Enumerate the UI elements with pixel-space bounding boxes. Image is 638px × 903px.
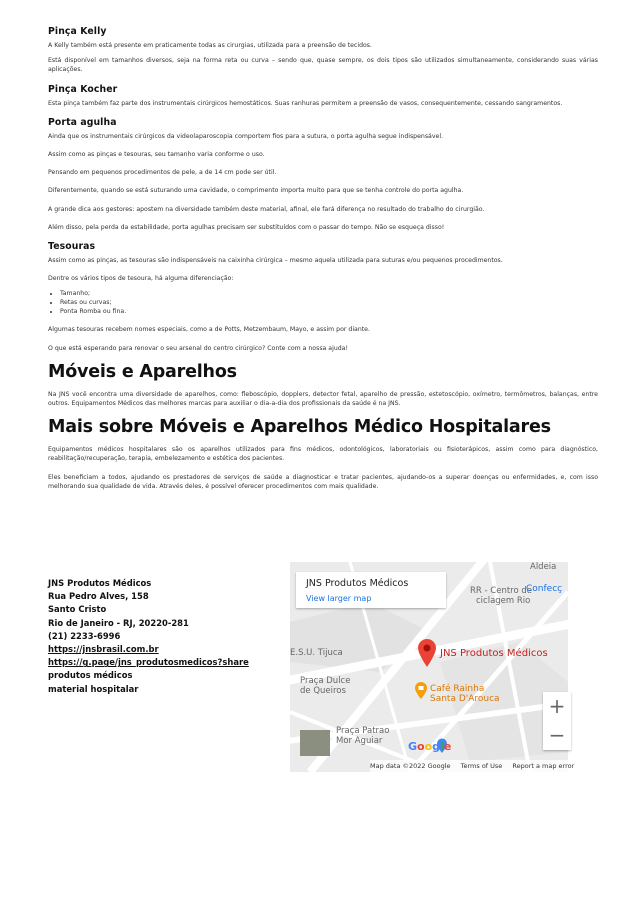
map-label-confec: Confecç xyxy=(526,584,563,594)
heading-moveis-aparelhos: Móveis e Aparelhos xyxy=(48,361,237,382)
map-info-card xyxy=(296,572,446,608)
google-map[interactable] xyxy=(290,562,575,772)
address-street: Rua Pedro Alves, 158 xyxy=(48,591,149,602)
map-label-aldeia: Aldeia xyxy=(530,562,557,572)
paragraph: Assim como as pinças e tesouras, seu tamanho varia conforme o uso. xyxy=(48,151,265,159)
heading-pinca-kelly: Pinça Kelly xyxy=(48,26,107,37)
paragraph: Equipamentos médicos hospitalares são os aparelhos utilizados para fins médicos, odontológicos, laboratoriais ou fisioterápicos, assim como para diagnóstico, reabilitação/recuperação, terapia, embelezamento e estética dos pacientes. xyxy=(48,446,598,463)
paragraph: A Kelly também está presente em praticamente todas as cirurgias, utilizada para a preensão de tecidos. xyxy=(48,42,372,49)
google-logo: Google xyxy=(408,740,452,753)
map-label-praca-2: de Queiros xyxy=(300,686,346,696)
map-label-cafe: Café Rainha xyxy=(430,684,485,694)
view-larger-map-link[interactable]: View larger map xyxy=(306,594,372,603)
address-district: Santo Cristo xyxy=(48,604,107,615)
cafe-pin-icon xyxy=(414,682,428,700)
heading-mais-sobre: Mais sobre Móveis e Aparelhos Médico Hospitalares xyxy=(48,417,551,438)
paragraph: Diferentemente, quando se está suturando uma cavidade, o comprimento importa muito para que se tenha controle do porta agulha. xyxy=(48,187,464,195)
report-map-error-link[interactable]: Report a map error xyxy=(512,762,575,770)
contact-block xyxy=(48,577,278,696)
gpage-link[interactable]: https://g.page/jns_produtosmedicos?share xyxy=(48,657,249,668)
paragraph: A grande dica aos gestores: apostem na diversidade também deste material, afinal, ele fará diferença no resultado do trabalho do cirurgião. xyxy=(48,205,485,213)
paragraph: Eles beneficiam a todos, ajudando os prestadores de serviços de saúde a diagnosticar e tratar pacientes, ajudando-os a superar doenças ou enfermidades, e, com isso melhorando sua qualidade de vida. Através deles, é possível oferecer procedimentos com mais qualidade. xyxy=(48,473,598,490)
address-city: Rio de Janeiro - RJ, 20220-281 xyxy=(48,617,189,628)
map-data-attribution: Map data ©2022 Google xyxy=(370,762,451,770)
phone: (21) 2233-6996 xyxy=(48,630,121,641)
tag-produtos-medicos: produtos médicos xyxy=(48,670,133,681)
list-item: • Tamanho; xyxy=(60,289,598,298)
map-label-praca: Praça Dulce xyxy=(300,676,351,686)
list-item: • Retas ou curvas; xyxy=(60,298,598,307)
paragraph: Está disponível em tamanhos diversos, seja na forma reta ou curva – sendo que, quase sempre, os dois tipos são utilizados simultaneamente, considerando suas várias aplicações. xyxy=(48,57,598,74)
heading-pinca-kocher: Pinça Kocher xyxy=(48,83,118,95)
paragraph: Pensando em pequenos procedimentos de pele, a de 14 cm pode ser útil. xyxy=(48,169,277,177)
paragraph: Ainda que os instrumentais cirúrgicos da videolaparoscopia comportem fios para a sutura, o porta agulha segue indispensável. xyxy=(48,132,444,140)
map-label-patrao: Praça Patrao xyxy=(336,726,390,736)
article-body xyxy=(48,26,598,500)
zoom-out-button[interactable]: − xyxy=(548,723,566,747)
map-label-centro-2: ciclagem Rio xyxy=(476,596,531,606)
map-card-name: JNS Produtos Médicos xyxy=(306,578,409,589)
company-name: JNS Produtos Médicos xyxy=(48,578,152,588)
heading-tesouras: Tesouras xyxy=(48,241,96,253)
map-label-centro: RR - Centro de xyxy=(470,586,533,596)
map-pin-label: JNS Produtos Médicos xyxy=(440,648,548,659)
map-label-patrao-2: Mor Aguiar xyxy=(336,736,383,746)
paragraph: Assim como as pinças, as tesouras são indispensáveis na caixinha cirúrgica – mesmo aquela utilizada para suturas e/ou pequenos procedimentos. xyxy=(48,257,503,265)
tesoura-types-list xyxy=(48,289,598,316)
zoom-in-button[interactable]: + xyxy=(548,694,566,718)
map-label-cafe-2: Santa D'Arouca xyxy=(430,694,500,704)
paragraph: Algumas tesouras recebem nomes especiais, como a de Potts, Metzembaum, Mayo, e assim por diante. xyxy=(48,326,370,334)
location-pin-icon[interactable] xyxy=(416,638,438,668)
map-label-esu: E.S.U. Tijuca xyxy=(290,648,343,658)
map-attribution-bar xyxy=(370,760,575,772)
list-item: • Ponta Romba ou fina. xyxy=(60,307,598,316)
terms-of-use-link[interactable]: Terms of Use xyxy=(460,762,503,770)
website-link[interactable]: https://jnsbrasil.com.br xyxy=(48,644,159,655)
zoom-control xyxy=(543,692,571,750)
paragraph: Dentre os vários tipos de tesoura, há alguma diferenciação: xyxy=(48,275,234,283)
paragraph: Na JNS você encontra uma diversidade de aparelhos, como: fleboscópio, dopplers, detector fetal, aparelho de pressão, estetoscópio, oxímetro, termômetros, balanças, entre outros. Equipamentos Médicos das melhores marcas para auxiliar o dia-a-dia dos profissionais da saúde é na JNS. xyxy=(48,390,598,408)
heading-porta-agulha: Porta agulha xyxy=(48,116,117,128)
paragraph: O que está esperando para renovar o seu arsenal do centro cirúrgico? Conte com a nossa ajuda! xyxy=(48,344,348,352)
paragraph: Além disso, pela perda da estabilidade, porta agulhas precisam ser substituídos com o passar do tempo. Não se esqueça disso! xyxy=(48,223,445,231)
tag-material-hospitalar: material hospitalar xyxy=(48,683,139,694)
paragraph: Esta pinça também faz parte dos instrumentais cirúrgicos hemostáticos. Suas ranhuras permitem a preensão de vasos, consequentemente, cessando sangramentos. xyxy=(48,99,563,107)
